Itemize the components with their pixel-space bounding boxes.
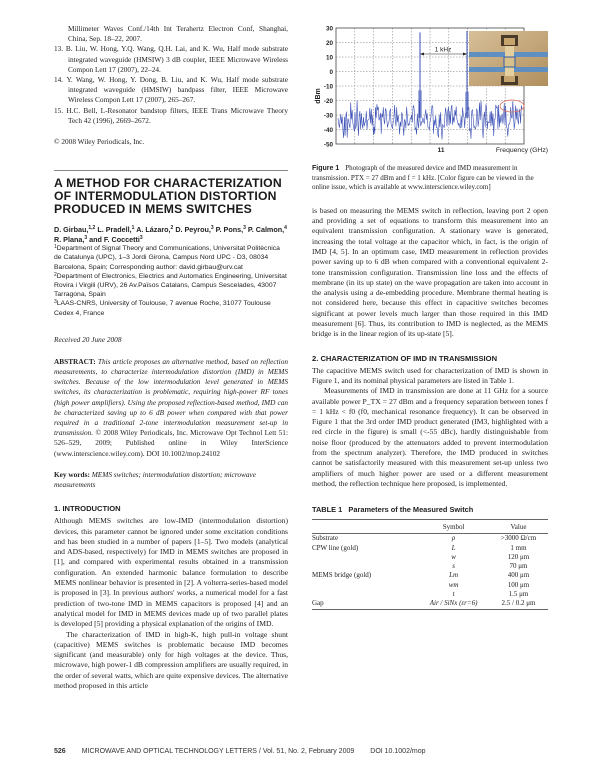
body-paragraph: The capacitive MEMS switch used for characterization of IMD is shown in Figure 1, and its nominal physical parameters are listed in Table 1.: [312, 365, 548, 385]
reference-item: [54, 106, 288, 126]
table-cell: Substrate: [312, 534, 339, 543]
reference-number: 15.: [54, 105, 64, 115]
device-photo-inset: [469, 31, 548, 86]
body-paragraph: is based on measuring the MEMS switch in reflection, leaving port 2 open and providing a set of equations to transform this measurement into an equivalent transmission configuration. A stationary wave is generated, increasing the total voltage at the capacitor which, in fact, is the origin of IMD [4, 5]. In an optimum case, IMD measurement in reflection provides power saving up to 6 dB when compared with a conventional equivalent 2-tone transmission configuration. Transmission line loss and the effects of membrane (in its up state) on the wave propagation are taken into account in the analysis using a de-embedding procedure. Membrane thermal heating is not considered here, because this effect in capacitive switches becomes significant at power levels much larger than those required in this IMD measurement [6]. Thus, its contribution to IMD is neglected, as the MEMS bridge is in the linear region of its up-state [5].: [312, 205, 548, 339]
table-cell: 2.5 / 0.2 μm: [501, 599, 536, 608]
y-tick-label: -40: [323, 126, 333, 134]
author-name: and F. Coccetti: [89, 234, 140, 244]
body-paragraph: The characterization of IMD in high-K, high pull-in voltage shunt (capacitive) MEMS switches is problematic because IMD becomes significant (and measurable) only for high voltages at the device. Thus, microwave, high power-1 dB compression amplifiers are usually required, in the order of several watts, which are quite expensive devices. The alternative method proposed in this article: [54, 629, 288, 691]
reference-text: H.C. Bell, L-Resonator bandstop filters, IEEE Trans Microwave Theory Tech 42 (1996), 2669–2672.: [66, 105, 288, 125]
table-row: [312, 571, 548, 580]
abstract-citation: © 2008 Wiley Periodicals, Inc. Microwave Opt Technol Lett 51: 526–529, 2009; Published online in Wiley InterScience (www.interscience.wiley.com). DOI 10.1002/mop.24102: [54, 428, 288, 458]
table-row: [312, 562, 548, 571]
reference-item: [54, 75, 288, 106]
table-cell: 70 μm: [509, 562, 528, 571]
table-cell: t: [452, 589, 455, 598]
one-khz-annotation: [420, 47, 467, 56]
y-tick-labels: [324, 25, 334, 148]
table-cell: 1 mm: [510, 543, 527, 552]
body-paragraph: Measurements of IMD in transmission are done at 11 GHz for a source available power P_TX = 27 dBm and a frequency separation between tones f = 1 kHz < f0 (f0, mechanical resonance frequency). It can be observed in Figure 1 that the 3rd order IMD product generated (IM3, highlighted with a red circle in the figure) is small (<-55 dBc), hardly distinguishable from noise floor (produced by the attenuators added to prevent intermodulation from the spectrum analyzer). Therefore, the IMD produced in switches cannot be satisfactorily measured with this measurement set-up unless two amplifiers of much higher power are used or a different measurement method, the reflection technique here proposed, is implemented.: [312, 386, 548, 488]
left-column: [54, 24, 288, 691]
table-row: [312, 544, 548, 553]
figure-label: Figure 1: [312, 165, 340, 172]
x-tick-label: 11: [437, 147, 445, 154]
y-axis-label: dBm: [315, 88, 322, 104]
author-name: A. Lázaro,: [136, 225, 171, 235]
table-cell: wm: [448, 580, 459, 589]
tone-skirt: [418, 90, 422, 118]
imd-spectrum-chart: [312, 24, 548, 154]
y-tick-label: -30: [323, 112, 333, 120]
author-affiliation-marker: 3: [139, 234, 143, 241]
affiliation: [54, 244, 288, 272]
tone-skirt: [465, 92, 469, 118]
table-cell: CPW line (gold): [312, 543, 359, 552]
y-tick-label: 30: [325, 25, 333, 33]
keywords-label: Key words:: [54, 469, 90, 479]
article-title: [54, 177, 288, 216]
author-list: [54, 225, 288, 244]
table-row: [312, 590, 548, 599]
author-affiliation-marker: 1,2: [88, 225, 96, 232]
author-affiliation-marker: 3: [84, 234, 88, 241]
copyright-notice: © 2008 Wiley Periodicals, Inc.: [54, 137, 145, 147]
reference-number: 13.: [54, 44, 64, 54]
affiliation-marker: 1: [54, 244, 57, 251]
author-name: D. Girbau,: [54, 225, 89, 235]
figure-1: [312, 24, 548, 154]
affiliations: [54, 244, 288, 318]
journal-info: MICROWAVE AND OPTICAL TECHNOLOGY LETTERS / Vol. 51, No. 2, February 2009: [81, 748, 355, 755]
author-affiliation-marker: 3: [243, 225, 246, 232]
author-name: D. Peyrou,: [175, 225, 211, 235]
parameters-table: [312, 519, 548, 609]
table-cell: s: [452, 562, 455, 571]
y-tick-label: -20: [323, 97, 333, 105]
table-label: TABLE 1: [312, 505, 343, 515]
reference-number: 14.: [54, 75, 64, 85]
author-affiliation-marker: 1: [131, 225, 135, 232]
im3-highlight-circle: [500, 100, 524, 112]
y-tick-label: 10: [325, 54, 333, 62]
table-caption: Parameters of the Measured Switch: [348, 505, 474, 515]
author-name: L. Pradell,: [97, 225, 132, 235]
affiliation-marker: 2: [54, 271, 57, 278]
tone-peaks: [418, 31, 469, 118]
reference-list: [54, 24, 288, 126]
y-tick-label: 0: [329, 68, 333, 76]
table-cell: 400 μm: [507, 571, 530, 580]
keywords-text: MEMS switches; intermodulation distortion; microwave measurements: [54, 469, 257, 490]
table-header: Symbol: [442, 523, 465, 532]
reference-item: Millimeter Waves Conf./14th Int Terahertz Electron Conf, Shanghai, China, Sep. 18–22, 2007.: [68, 24, 288, 44]
author-affiliation-marker: 3: [210, 225, 214, 232]
annotation-label: 1 kHz: [434, 46, 452, 54]
author-name: P. Calmon,: [247, 225, 285, 235]
table-cell: >3000 Ω/cm: [500, 534, 537, 543]
section-heading-introduction: 1. INTRODUCTION: [54, 504, 121, 514]
affiliation-text: Department of Electronics, Electrics and Automatics Engineering, Universitat Rovira i Virgili (URV), 26 Av.Països Catalans, Campus Sescelades, 43007 Tarragona, Spain: [54, 272, 287, 299]
table-cell: 100 μm: [507, 580, 530, 589]
affiliation-text: LAAS-CNRS, University of Toulouse, 7 avenue Roche, 31077 Toulouse Cedex 4, France: [54, 300, 271, 317]
table-title: [312, 505, 548, 514]
table-row: [312, 581, 548, 590]
caption-text: Photograph of the measured device and IMD measurement in transmission. PTX = 27 dBm and f = 1 kHz. [Color figure can be viewed in the online issue, which is available at www.interscience.wiley.com]: [312, 164, 534, 192]
table-cell: Gap: [312, 599, 324, 608]
abstract-text: This article proposes an alternative method, based on reflection measurements, to characterize intermodulation distortion (IMD) in MEMS switches. Because of the low intermodulation level generated in MEMS switches, its characterization is problematic, requiring high-power RF tones (high power amplifiers). Using the proposed reflection-based method, IMD can be characterized saving up to 6 dB power when compared with that power required in a traditional 2-tone intermodulation measurement set-up in transmission.: [54, 356, 288, 438]
affiliation: [54, 299, 288, 317]
author-affiliation-marker: 4: [284, 225, 287, 232]
table-cell: w: [451, 552, 456, 561]
author-name: P. Pons,: [215, 225, 244, 235]
reference-text: B. Liu, W. Hong, Y.Q. Wang, Q.H. Lai, and K. Wu, Half mode substrate integrated waveguide (HMSIW) 3 dB coupler, IEEE Microwave Wireless Compon Lett 17 (2007), 22–24.: [65, 44, 289, 74]
title-line: PRODUCED IN MEMS SWITCHES: [54, 202, 252, 217]
table-header: Value: [510, 523, 527, 532]
affiliation-marker: 3: [54, 299, 57, 306]
reference-item: [54, 44, 288, 75]
y-tick-label: -50: [323, 141, 333, 149]
keywords: [54, 470, 288, 490]
affiliation: [54, 272, 288, 300]
table-cell: [312, 562, 418, 571]
table-row: [312, 553, 548, 562]
reference-text: Y. Wang, W. Hong, Y. Dong, B. Liu, and K. Wu, Half mode substrate integrated waveguide (HMSIW) bandpass filter, IEEE Microwave Wireless Compon Lett 17 (2007), 265–267.: [66, 75, 288, 105]
abstract: [54, 357, 288, 459]
y-tick-label: -10: [323, 83, 333, 91]
figure-caption: [312, 164, 548, 193]
page-footer: [54, 748, 426, 755]
x-axis-label: Frequency (GHz): [495, 147, 548, 154]
abstract-label: ABSTRACT:: [54, 356, 96, 366]
section-heading-transmission: 2. CHARACTERIZATION OF IMD IN TRANSMISSION: [312, 353, 498, 363]
table-cell: L: [451, 543, 456, 552]
table-cell: MEMS bridge (gold): [312, 571, 372, 580]
table-cell: Lm: [449, 571, 459, 580]
table-header: [312, 520, 418, 534]
table-cell: Air / SiNx (εr=6): [429, 599, 478, 608]
title-divider: [54, 170, 288, 171]
title-line: OF INTERMODULATION DISTORTION: [54, 189, 277, 204]
table-row: [312, 599, 548, 609]
table-cell: 120 μm: [507, 552, 530, 561]
body-paragraph: Although MEMS switches are low-IMD (intermodulation distortion) devices, this parameter cannot be ignored under some excitation conditions and has been studied in a number of papers [1–5]. Two models (analytical and ADS-based, respectively) for IMD in MEMS switches are proposed in [1], and compared with experimental results obtained in a transmission configuration. An extended harmonic balance formulation to describe MEMS nonlinear behavior is presented in [2]. A volterra-series-based model is proposed in [3]. In previous authors' works, a numerical model for a fast prediction of two-tone IMD in MEMS capacitors is proposed [4] and an analytical model for IMD in MEMS devices made up of two parallel plates is developed [5] providing a physical explanation of the origins of IMD.: [54, 516, 288, 629]
received-date: Received 20 June 2008: [54, 334, 122, 344]
affiliation-text: Department of Signal Theory and Communications, Universitat Politècnica de Catalunya (UPC), 1–3 Jordi Girona, Campus Nord UPC - D3, 08034 Barcelona, Spain; Corresponding author: david.girbau@urv.cat: [54, 245, 280, 271]
author-name: R. Plana,: [54, 234, 85, 244]
table-cell: 1.5 μm: [508, 589, 529, 598]
author-affiliation-marker: 2: [170, 225, 174, 232]
table-cell: ρ: [451, 534, 456, 543]
right-column: [312, 24, 548, 610]
table-cell: [312, 553, 418, 562]
title-line: A METHOD FOR CHARACTERIZATION: [54, 176, 282, 191]
footer-doi: DOI 10.1002/mop: [370, 748, 426, 755]
table-header-row: [312, 520, 548, 534]
table-cell: [312, 581, 418, 590]
page-number: 526: [54, 748, 66, 755]
table-cell: [312, 590, 418, 599]
y-tick-label: 20: [325, 39, 333, 47]
table-row: [312, 534, 548, 544]
